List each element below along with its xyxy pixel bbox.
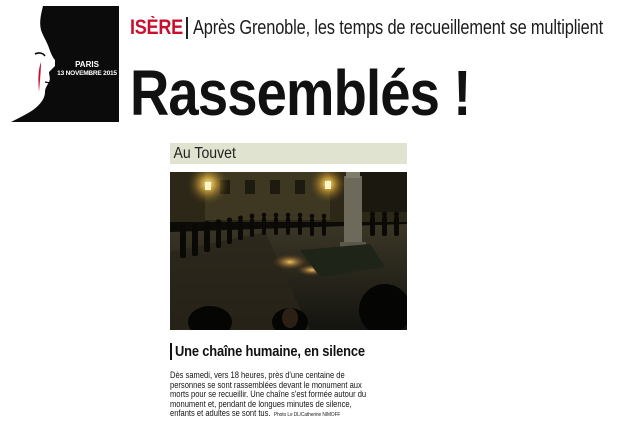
section-label: ISÈRE [130, 16, 183, 39]
logo-caption [57, 60, 117, 78]
location-label: Au Touvet [173, 144, 236, 162]
header-subtitle: Après Grenoble, les temps de recueillement se multiplient [192, 16, 603, 39]
article-body-line: Dès samedi, vers 18 heures, près d'une centaine de [170, 370, 345, 380]
article-heading [170, 340, 396, 362]
paris-tribute-logo [5, 6, 119, 122]
article-body-line: monument et, pendant de longues minutes de silence, [170, 398, 352, 409]
article-body-line: morts pour se recueillir. Une chaîne s'est formée autour du [170, 389, 367, 400]
night-human-chain-photo [170, 172, 407, 330]
logo-date: 13 NOVEMBRE 2015 [57, 70, 117, 77]
article-heading-bar [170, 343, 172, 360]
location-bar [170, 143, 407, 164]
article-body-line: personnes se sont rassemblées devant le monument aux [170, 379, 362, 390]
header-divider [186, 17, 188, 39]
article-body-last-line [170, 409, 409, 421]
article-body [170, 371, 409, 421]
photo-credit: Photo Le DL/Catherine NIMOFF [273, 412, 341, 419]
section-header [130, 13, 629, 43]
page-headline: Rassemblés ! [130, 57, 471, 129]
article-body-line: enfants et adultes se sont tus. [170, 408, 271, 419]
article-heading-text: Une chaîne humaine, en silence [175, 342, 365, 360]
logo-city: PARIS [75, 60, 99, 69]
article-photo [170, 172, 407, 330]
